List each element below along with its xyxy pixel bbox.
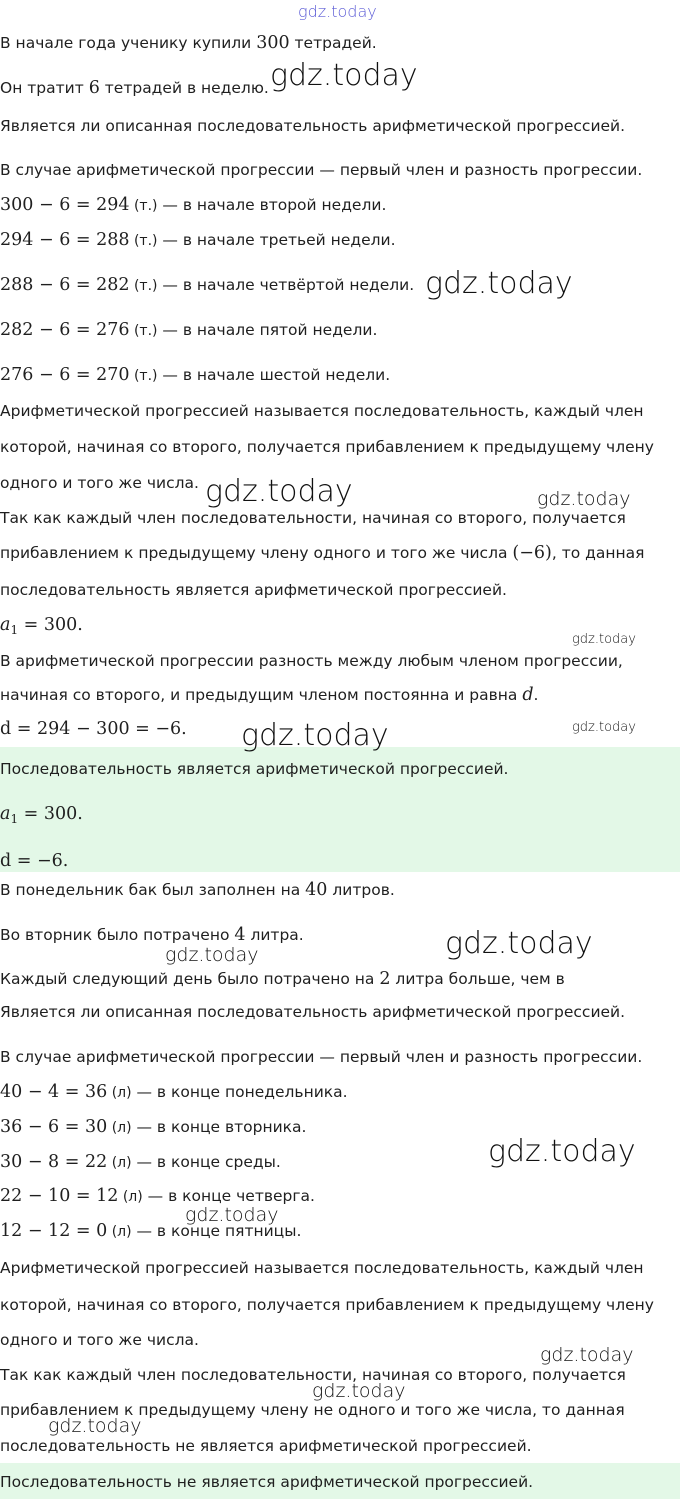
task1-calc-2: 294 − 6 = 288 (т.) — в начале третьей недели. bbox=[0, 230, 396, 250]
task2-definition-2: которой, начиная со второго, получается прибавлением к предыдущему члену bbox=[0, 1296, 654, 1314]
task1-conclusion-1: Так как каждый член последовательности, начиная со второго, получается bbox=[0, 509, 626, 527]
task2-calc-1: 40 − 4 = 36 (л) — в конце понедельника. bbox=[0, 1082, 348, 1102]
watermark: gdz.today bbox=[540, 1344, 634, 1366]
task2-definition-1: Арифметической прогрессией называется последовательность, каждый член bbox=[0, 1259, 644, 1277]
task2-conclusion-1: Так как каждый член последовательности, начиная со второго, получается bbox=[0, 1366, 626, 1384]
task2-question: Является ли описанная последовательность арифметической прогрессией. bbox=[0, 1003, 626, 1021]
task1-answer-a1: $a_1 = 300$. bbox=[0, 804, 83, 827]
watermark: gdz.today bbox=[488, 1134, 636, 1169]
watermark: gdz.today bbox=[205, 474, 353, 509]
task1-answer-1: Последовательность является арифметической прогрессией. bbox=[0, 760, 509, 778]
watermark: gdz.today bbox=[241, 718, 389, 753]
task1-calc-5: 276 − 6 = 270 (т.) — в начале шестой недели. bbox=[0, 365, 391, 385]
task1-question-2: В случае арифметической прогрессии — первый член и разность прогрессии. bbox=[0, 161, 643, 179]
watermark: gdz.today bbox=[445, 926, 593, 961]
watermark: gdz.today bbox=[270, 58, 418, 93]
watermark: gdz.today bbox=[165, 944, 259, 966]
watermark: gdz.today bbox=[48, 1415, 142, 1437]
task2-calc-2: 36 − 6 = 30 (л) — в конце вторника. bbox=[0, 1117, 307, 1137]
task1-question: Является ли описанная последовательность арифметической прогрессией. bbox=[0, 117, 626, 135]
task1-definition-1: Арифметической прогрессией называется последовательность, каждый член bbox=[0, 402, 644, 420]
watermark: gdz.today bbox=[425, 266, 573, 301]
task1-calc-4: 282 − 6 = 276 (т.) — в начале пятой недели. bbox=[0, 320, 378, 340]
task2-conclusion-3: последовательность не является арифметической прогрессией. bbox=[0, 1437, 532, 1455]
task1-difference-1: В арифметической прогрессии разность между любым членом прогрессии, bbox=[0, 652, 623, 670]
task2-condition-2: Во вторник было потрачено 4 литра. bbox=[0, 925, 304, 945]
task2-answer: Последовательность не является арифметической прогрессией. bbox=[0, 1473, 534, 1491]
task1-answer-d: d = −6. bbox=[0, 851, 69, 871]
task1-a1: $a_1 = 300$. bbox=[0, 615, 83, 638]
task2-condition-3: Каждый следующий день было потрачено на 2 литра больше, чем в bbox=[0, 969, 565, 989]
watermark: gdz.today bbox=[312, 1380, 406, 1402]
task1-definition-3: одного и того же числа. bbox=[0, 474, 199, 492]
task1-calc-3: 288 − 6 = 282 (т.) — в начале четвёртой недели. bbox=[0, 275, 415, 295]
task2-conclusion-2: прибавлением к предыдущему члену не одного и того же числа, то данная bbox=[0, 1401, 625, 1419]
watermark: gdz.today bbox=[572, 720, 636, 735]
task2-question-2: В случае арифметической прогрессии — первый член и разность прогрессии. bbox=[0, 1048, 643, 1066]
task1-conclusion-2: прибавлением к предыдущему члену одного и того же числа (−6), то данная bbox=[0, 543, 645, 563]
task1-d-calc: d = 294 − 300 = −6. bbox=[0, 719, 187, 739]
task2-calc-5: 12 − 12 = 0 (л) — в конце пятницы. bbox=[0, 1221, 302, 1241]
watermark: gdz.today bbox=[537, 488, 631, 510]
watermark: gdz.today bbox=[185, 1204, 279, 1226]
task2-calc-3: 30 − 8 = 22 (л) — в конце среды. bbox=[0, 1152, 281, 1172]
watermark: gdz.today bbox=[572, 632, 636, 647]
task2-condition-1: В понедельник бак был заполнен на 40 литров. bbox=[0, 880, 395, 900]
task1-condition-1: В начале года ученику купили 300 тетрадей. bbox=[0, 33, 377, 53]
task1-conclusion-3: последовательность является арифметической прогрессией. bbox=[0, 581, 507, 599]
task1-difference-2: начиная со второго, и предыдущим членом постоянна и равна d. bbox=[0, 685, 539, 705]
task1-calc-1: 300 − 6 = 294 (т.) — в начале второй недели. bbox=[0, 195, 387, 215]
task2-calc-4: 22 − 10 = 12 (л) — в конце четверга. bbox=[0, 1186, 315, 1206]
watermark: gdz.today bbox=[298, 2, 377, 21]
task1-condition-2: Он тратит 6 тетрадей в неделю. bbox=[0, 78, 269, 98]
task1-definition-2: которой, начиная со второго, получается прибавлением к предыдущему члену bbox=[0, 438, 654, 456]
task2-definition-3: одного и того же числа. bbox=[0, 1331, 199, 1349]
